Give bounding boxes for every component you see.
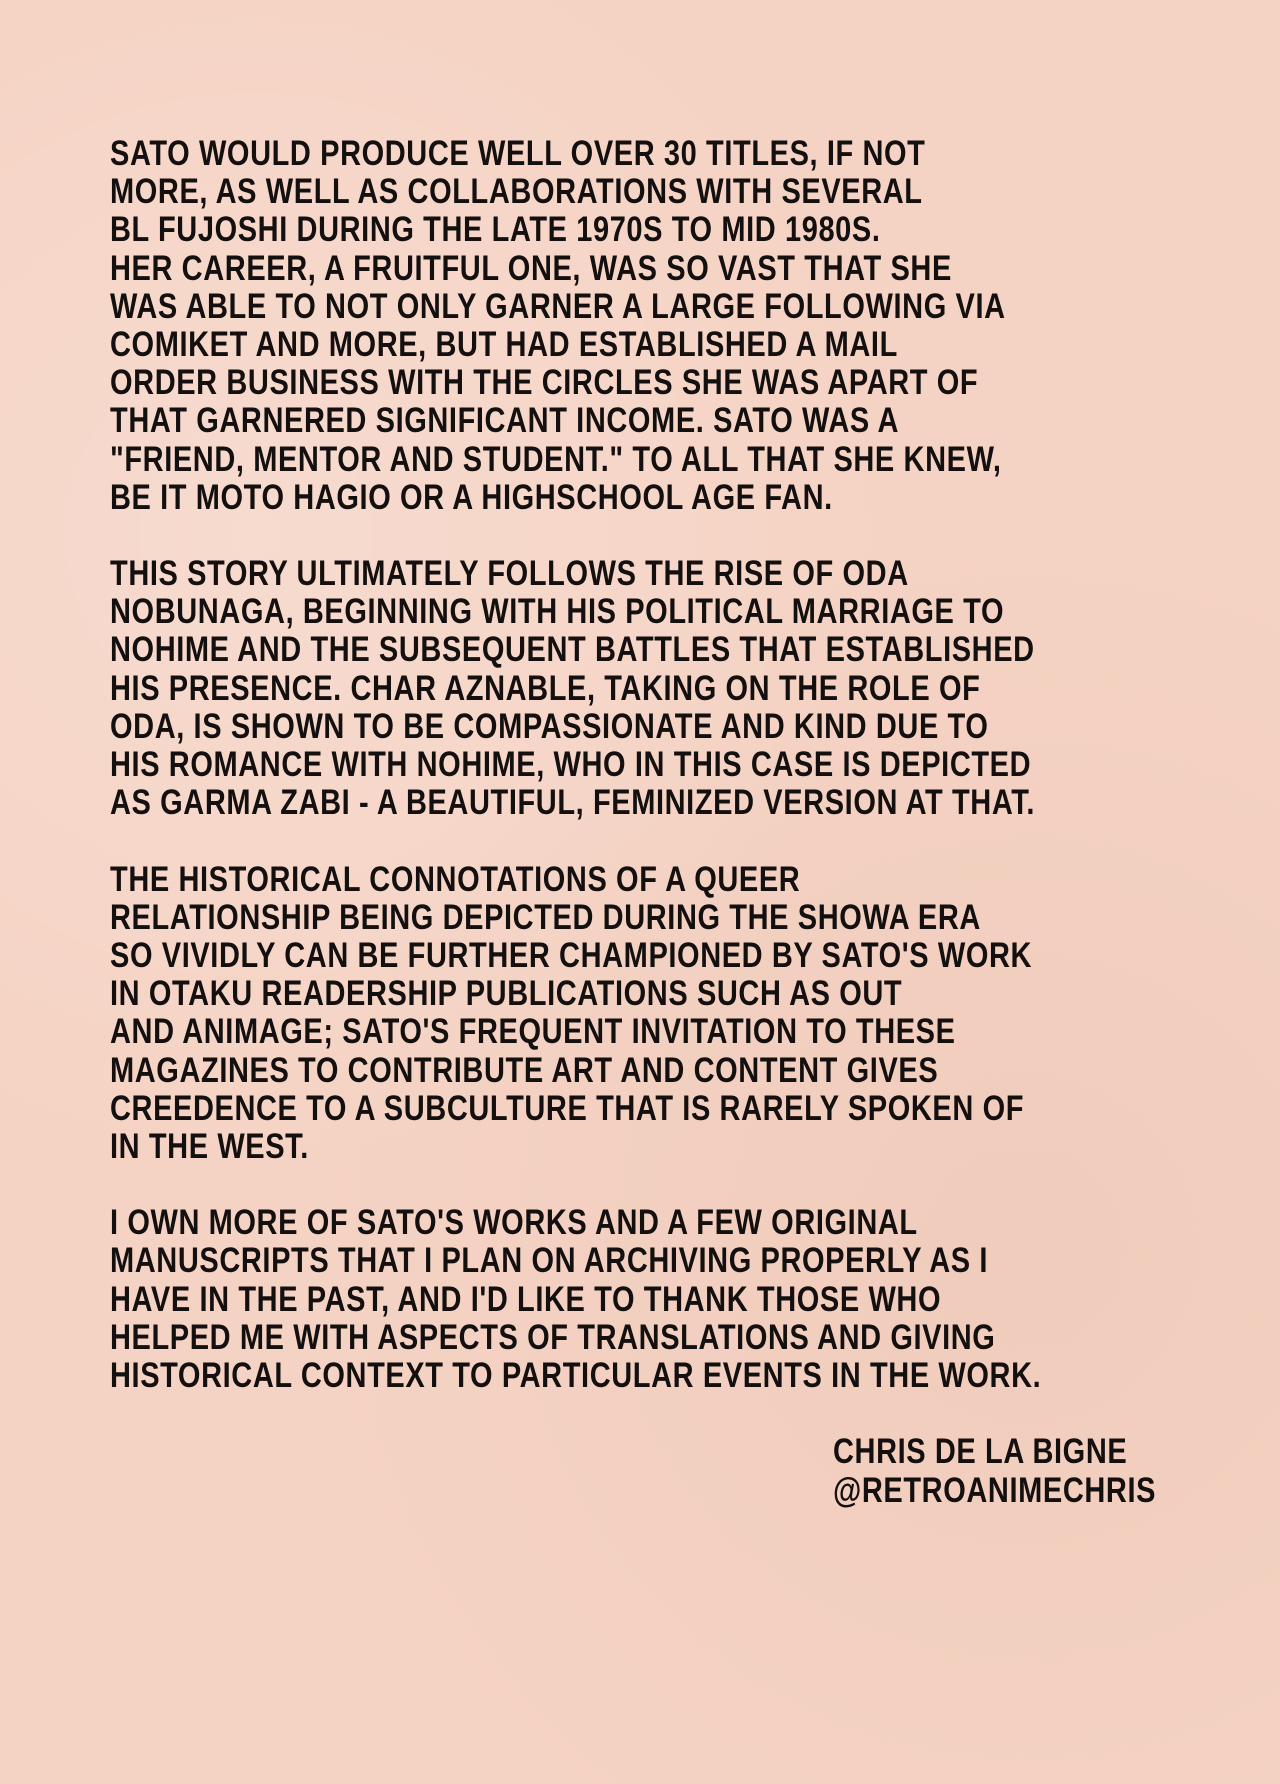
text-line: IN THE WEST. (110, 1127, 309, 1167)
text-line: THE HISTORICAL CONNOTATIONS OF A QUEER (110, 860, 801, 900)
text-line: CREEDENCE TO A SUBCULTURE THAT IS RARELY SPOKEN OF (110, 1089, 1025, 1129)
paragraph-2 (110, 555, 1230, 822)
text-line: HAVE IN THE PAST, AND I'D LIKE TO THANK THOSE WHO (110, 1280, 942, 1320)
text-line: WAS ABLE TO NOT ONLY GARNER A LARGE FOLLOWING VIA (110, 287, 1006, 327)
paragraph-1 (110, 135, 1230, 517)
text-line: SATO WOULD PRODUCE WELL OVER 30 TITLES, IF NOT (110, 134, 926, 174)
text-line: AS GARMA ZABI - A BEAUTIFUL, FEMINIZED VERSION AT THAT. (110, 783, 1035, 823)
text-line: RELATIONSHIP BEING DEPICTED DURING THE SHOWA ERA (110, 898, 981, 938)
afterword-text (110, 135, 1230, 1510)
text-line: BL FUJOSHI DURING THE LATE 1970S TO MID 1980S. (110, 210, 881, 250)
paragraph-gap (110, 1166, 1230, 1204)
paragraph-4 (110, 1204, 1230, 1395)
text-line: SO VIVIDLY CAN BE FURTHER CHAMPIONED BY SATO'S WORK (110, 936, 1033, 976)
paragraph-gap (110, 1395, 1230, 1433)
text-line: HIS PRESENCE. CHAR AZNABLE, TAKING ON THE ROLE OF (110, 669, 981, 709)
signature-name: CHRIS DE LA BIGNE (833, 1432, 1128, 1472)
text-line: NOBUNAGA, BEGINNING WITH HIS POLITICAL MARRIAGE TO (110, 592, 1005, 632)
text-line: MAGAZINES TO CONTRIBUTE ART AND CONTENT GIVES (110, 1050, 939, 1090)
paragraph-gap (110, 517, 1230, 555)
text-line: COMIKET AND MORE, BUT HAD ESTABLISHED A MAIL (110, 325, 898, 365)
text-line: ODA, IS SHOWN TO BE COMPASSIONATE AND KIND DUE TO (110, 707, 989, 747)
signature (110, 1433, 1230, 1509)
text-line: I OWN MORE OF SATO'S WORKS AND A FEW ORIGINAL (110, 1203, 918, 1243)
text-line: AND ANIMAGE; SATO'S FREQUENT INVITATION TO THESE (110, 1012, 956, 1052)
text-line: "FRIEND, MENTOR AND STUDENT." TO ALL THAT SHE KNEW, (110, 439, 1002, 479)
signature-handle: @RETROANIMECHRIS (833, 1471, 1157, 1511)
text-line: ORDER BUSINESS WITH THE CIRCLES SHE WAS APART OF (110, 363, 979, 403)
text-line: BE IT MOTO HAGIO OR A HIGHSCHOOL AGE FAN. (110, 478, 833, 518)
text-line: HELPED ME WITH ASPECTS OF TRANSLATIONS AND GIVING (110, 1318, 996, 1358)
text-line: NOHIME AND THE SUBSEQUENT BATTLES THAT ESTABLISHED (110, 630, 1035, 670)
text-line: THAT GARNERED SIGNIFICANT INCOME. SATO WAS A (110, 401, 899, 441)
text-line: IN OTAKU READERSHIP PUBLICATIONS SUCH AS OUT (110, 974, 903, 1014)
text-line: MORE, AS WELL AS COLLABORATIONS WITH SEVERAL (110, 172, 923, 212)
paragraph-gap (110, 822, 1230, 860)
text-line: MANUSCRIPTS THAT I PLAN ON ARCHIVING PROPERLY AS I (110, 1241, 989, 1281)
text-line: HISTORICAL CONTEXT TO PARTICULAR EVENTS IN THE WORK. (110, 1356, 1042, 1396)
text-line: THIS STORY ULTIMATELY FOLLOWS THE RISE OF ODA (110, 554, 909, 594)
text-line: HER CAREER, A FRUITFUL ONE, WAS SO VAST THAT SHE (110, 249, 952, 289)
paragraph-3 (110, 861, 1230, 1167)
text-line: HIS ROMANCE WITH NOHIME, WHO IN THIS CASE IS DEPICTED (110, 745, 1032, 785)
